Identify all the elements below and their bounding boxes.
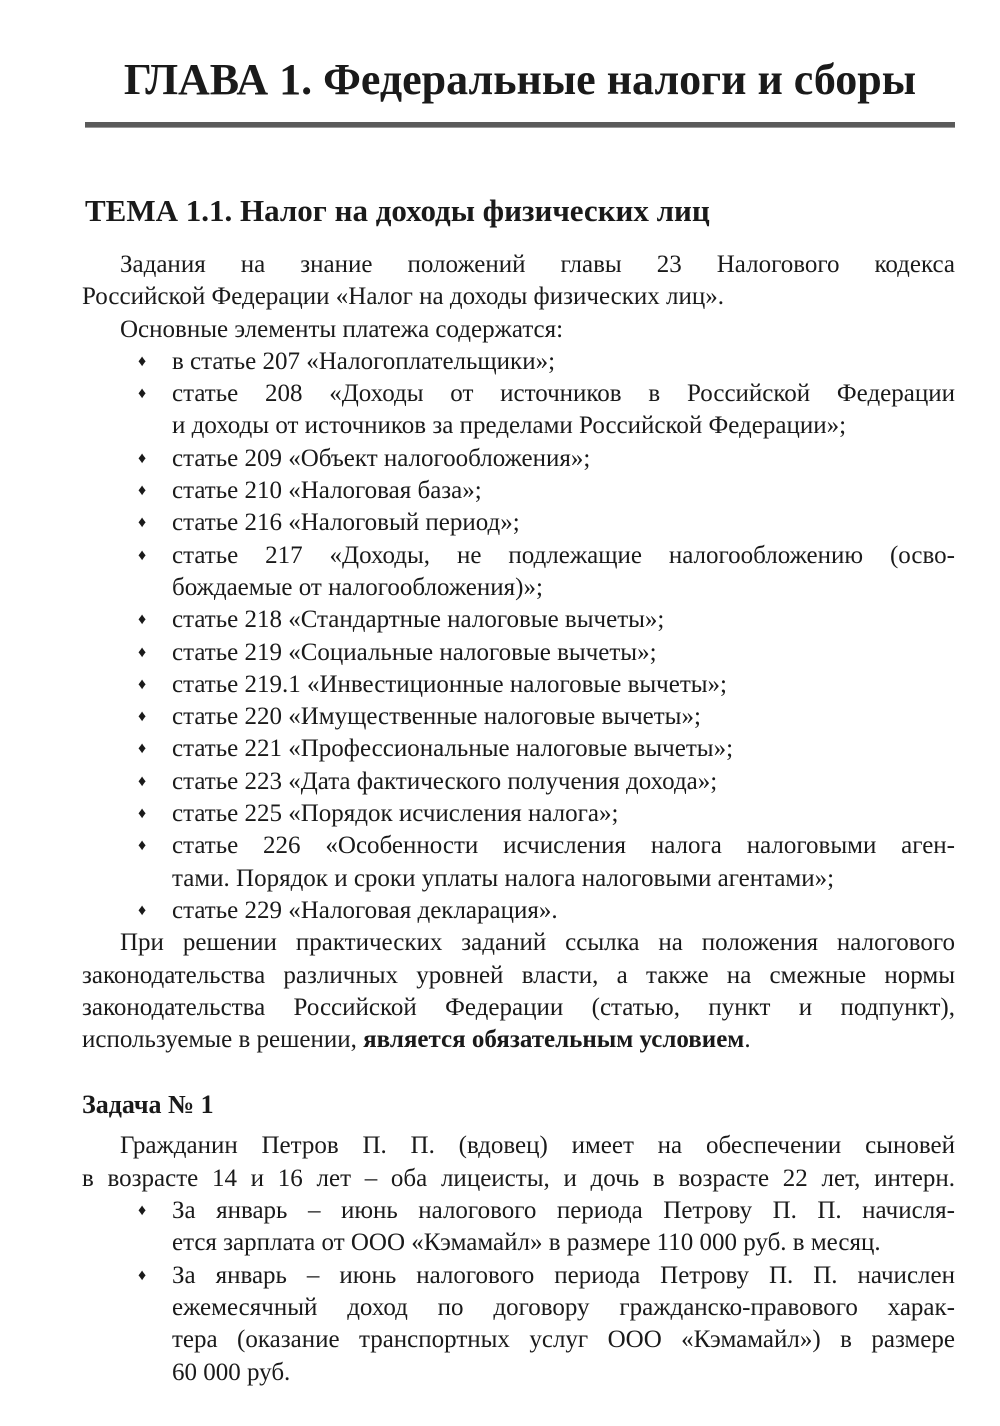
elements-intro: Основные элементы платежа содержатся: <box>120 315 564 343</box>
line-text: статье 209 «Объект налогообложения»; <box>172 444 591 472</box>
article-item <box>82 669 955 701</box>
line-text: статье 216 «Налоговый период»; <box>172 509 520 537</box>
bullet-icon: ♦ <box>138 546 147 564</box>
bullet-icon: ♦ <box>138 643 147 661</box>
task-item <box>82 1260 955 1292</box>
line-text: статье 220 «Имущественные налоговые вычеты»; <box>172 703 701 731</box>
bullet-icon: ♦ <box>138 611 147 629</box>
task-item <box>82 1324 955 1356</box>
task-intro-line: в возрасте 14 и 16 лет – оба лицеисты, и дочь в возрасте 22 лет, интерн. <box>82 1164 955 1192</box>
article-item <box>82 540 955 572</box>
line-text: ется зарплата от ООО «Кэмамайл» в размере 110 000 руб. в месяц. <box>172 1229 881 1257</box>
bullet-icon: ♦ <box>138 675 147 693</box>
bullet-icon: ♦ <box>138 482 147 500</box>
article-item <box>82 798 955 830</box>
article-item <box>82 863 955 895</box>
intro-line: Российской Федерации «Налог на доходы физических лиц». <box>82 283 725 311</box>
line-text: статье 219.1 «Инвестиционные налоговые вычеты»; <box>172 670 728 698</box>
bullet-icon: ♦ <box>138 352 147 370</box>
practice-note-line: законодательства различных уровней власти, а также на смежные нормы <box>82 961 955 989</box>
article-item <box>82 507 955 539</box>
task-item <box>82 1357 955 1389</box>
line-text: статье 208 «Доходы от источников в Российской Федерации <box>172 380 955 408</box>
bullet-icon: ♦ <box>138 805 147 823</box>
bullet-icon: ♦ <box>138 901 147 919</box>
topic-title: ТЕМА 1.1. Налог на доходы физических лиц <box>85 193 710 228</box>
article-item <box>82 443 955 475</box>
line-text: статье 218 «Стандартные налоговые вычеты»; <box>172 606 665 634</box>
line-text: За январь – июнь налогового периода Петрову П. П. начисля- <box>172 1197 955 1225</box>
practice-note-line: законодательства Российской Федерации (статью, пункт и подпункт), <box>82 993 955 1021</box>
line-text: статье 223 «Дата фактического получения дохода»; <box>172 767 718 795</box>
chapter-divider <box>85 122 955 128</box>
article-item <box>82 410 955 442</box>
bullet-icon: ♦ <box>138 449 147 467</box>
practice-note-line <box>82 1024 955 1056</box>
line-text: статье 225 «Порядок исчисления налога»; <box>172 800 619 828</box>
task-item <box>82 1292 955 1324</box>
article-item <box>82 733 955 765</box>
line-text: статье 221 «Профессиональные налоговые вычеты»; <box>172 735 734 763</box>
article-item <box>82 701 955 733</box>
page-body <box>82 249 955 1389</box>
task-item <box>82 1227 955 1259</box>
bullet-icon: ♦ <box>138 1202 147 1220</box>
bullet-icon: ♦ <box>138 514 147 532</box>
line-text: ежемесячный доход по договору гражданско-правового харак- <box>172 1293 955 1321</box>
line-text: бождаемые от налогообложения)»; <box>172 573 543 601</box>
line-text: статье 217 «Доходы, не подлежащие налогообложению (осво- <box>172 541 955 569</box>
line-text: 60 000 руб. <box>172 1358 291 1386</box>
task-title: Задача № 1 <box>82 1090 214 1120</box>
article-item <box>82 830 955 862</box>
bullet-icon: ♦ <box>138 385 147 403</box>
bullet-icon: ♦ <box>138 1266 147 1284</box>
line-text: статье 219 «Социальные налоговые вычеты»; <box>172 638 657 666</box>
task-intro-line: Гражданин Петров П. П. (вдовец) имеет на обеспечении сыновей <box>120 1132 955 1160</box>
line-text: используемые в решении, <box>82 1026 364 1054</box>
article-item <box>82 895 955 927</box>
article-item <box>82 475 955 507</box>
line-text: статье 226 «Особенности исчисления налога налоговыми аген- <box>172 832 955 860</box>
line-text: статье 210 «Налоговая база»; <box>172 477 482 505</box>
chapter-title: ГЛАВА 1. Федеральные налоги и сборы <box>123 55 917 104</box>
article-item <box>82 637 955 669</box>
article-item <box>82 766 955 798</box>
task-item <box>82 1195 955 1227</box>
article-item <box>82 378 955 410</box>
line-text: . <box>744 1026 751 1054</box>
article-item <box>82 604 955 636</box>
line-text: тами. Порядок и сроки уплаты налога налоговыми агентами»; <box>172 864 835 892</box>
bullet-icon: ♦ <box>138 772 147 790</box>
article-item <box>82 572 955 604</box>
bullet-icon: ♦ <box>138 837 147 855</box>
line-text: и доходы от источников за пределами Российской Федерации»; <box>172 412 847 440</box>
line-text: статье 229 «Налоговая декларация». <box>172 896 558 924</box>
line-text: тера (оказание транспортных услуг ООО «Кэмамайл») в размере <box>172 1326 955 1354</box>
article-item <box>82 346 955 378</box>
line-text: в статье 207 «Налогоплательщики»; <box>172 347 556 375</box>
bullet-icon: ♦ <box>138 740 147 758</box>
line-text: За январь – июнь налогового периода Петрову П. П. начислен <box>172 1261 955 1289</box>
intro-line: Задания на знание положений главы 23 Налогового кодекса <box>120 251 955 278</box>
bullet-icon: ♦ <box>138 708 147 726</box>
practice-note-line: При решении практических заданий ссылка на положения налогового <box>120 929 955 957</box>
emphasis-text: является обязательным условием <box>363 1026 745 1054</box>
